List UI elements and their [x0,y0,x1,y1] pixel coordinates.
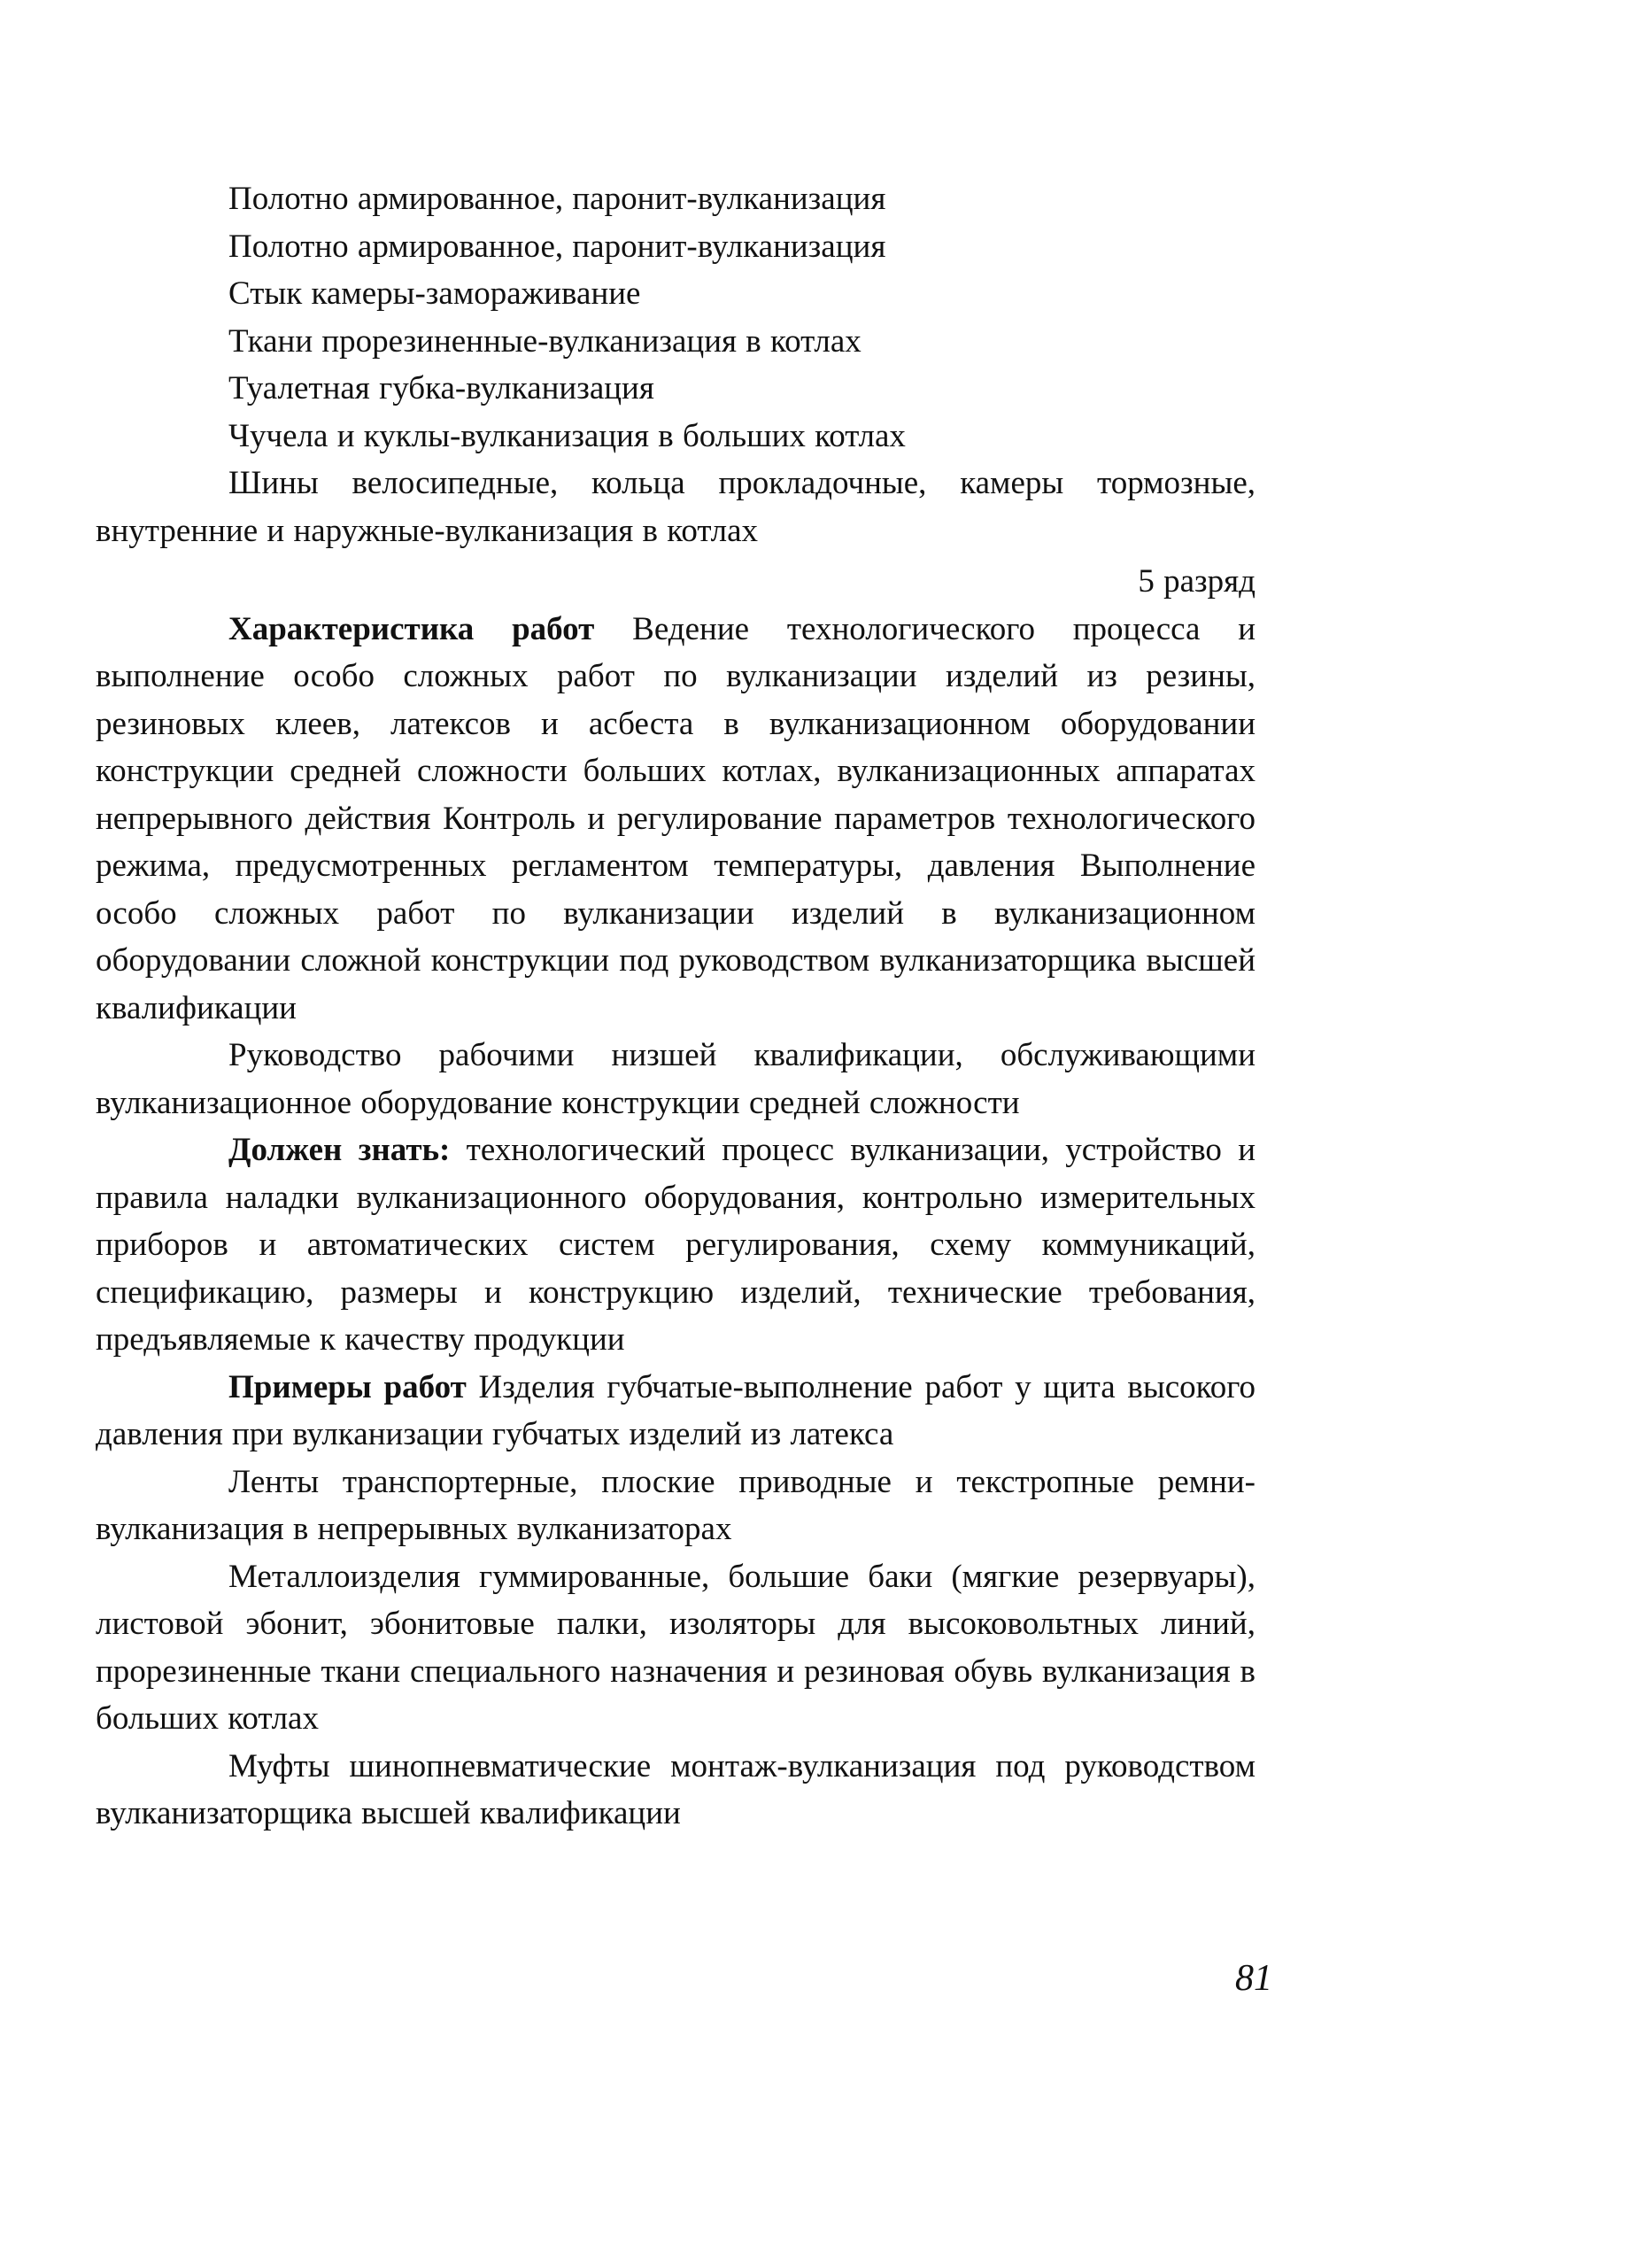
opening-line-6: Чучела и куклы-вулканизация в больших котлах [228,417,906,454]
example-item-2: Металлоизделия гуммированные, большие баки (мягкие резервуары), листовой эбонит, эбонитовые палки, изоляторы для высоковольтных линий, прорезиненные ткани специального назначения и резиновая обувь вулканизация в больших котлах [96,1558,1256,1737]
examples-text: Изделия губчатые-выполнение работ у щита высокого давления при вулканизации губчатых изделий из латекса [96,1368,1256,1452]
must-know-text: технологический процесс вулканизации, устройство и правила наладки вулканизационного оборудования, контрольно измерительных приборов и автоматических систем регулирования, схему коммуникаций, спецификацию, размеры и конструкцию изделий, технические требования, предъявляемые к качеству продукции [96,1132,1256,1358]
tires-paragraph: Шины велосипедные, кольца прокладочные, камеры тормозные, внутренние и наружные-вулканизация в котлах [96,465,1256,549]
characteristic-lead: Характеристика работ [228,610,595,647]
must-know-lead: Должен знать: [228,1132,451,1168]
must-know-paragraph [96,1126,1256,1364]
management-paragraph: Руководство рабочими низшей квалификации, обслуживающими вулканизационное оборудование конструкции средней сложности [96,1037,1256,1121]
rank-heading: 5 разряд [1138,563,1256,600]
opening-line-5: Туалетная губка-вулканизация [228,370,654,406]
example-item-3: Муфты шинопневматические монтаж-вулканизация под руководством вулканизаторщика высшей квалификации [96,1747,1256,1831]
document-page [96,175,1256,1838]
page-number: 81 [1235,1958,1272,1999]
examples-lead: Примеры работ [228,1368,467,1405]
opening-line-3: Стык камеры-замораживание [228,275,641,312]
characteristic-paragraph [96,606,1256,1033]
opening-line-4: Ткани прорезиненные-вулканизация в котлах [228,322,861,360]
example-item-1: Ленты транспортерные, плоские приводные и текстропные ремни-вулканизация в непрерывных вулканизаторах [96,1463,1256,1547]
characteristic-text: Ведение технологического процесса и выполнение особо сложных работ по вулканизации изделий из резины, резиновых клеев, латексов и асбеста в вулканизационном оборудовании конструкции средней сложности больших котлах, вулканизационных аппаратах непрерывного действия Контроль и регулирование параметров технологического режима, предусмотренных регламентом температуры, давления Выполнение особо сложных работ по вулканизации изделий в вулканизационном оборудовании сложной конструкции под руководством вулканизаторщика высшей квалификации [96,610,1256,1026]
opening-line-2: Полотно армированное, паронит-вулканизация [228,228,886,265]
opening-line-1: Полотно армированное, паронит-вулканизация [228,181,886,217]
examples-paragraph [96,1364,1256,1459]
